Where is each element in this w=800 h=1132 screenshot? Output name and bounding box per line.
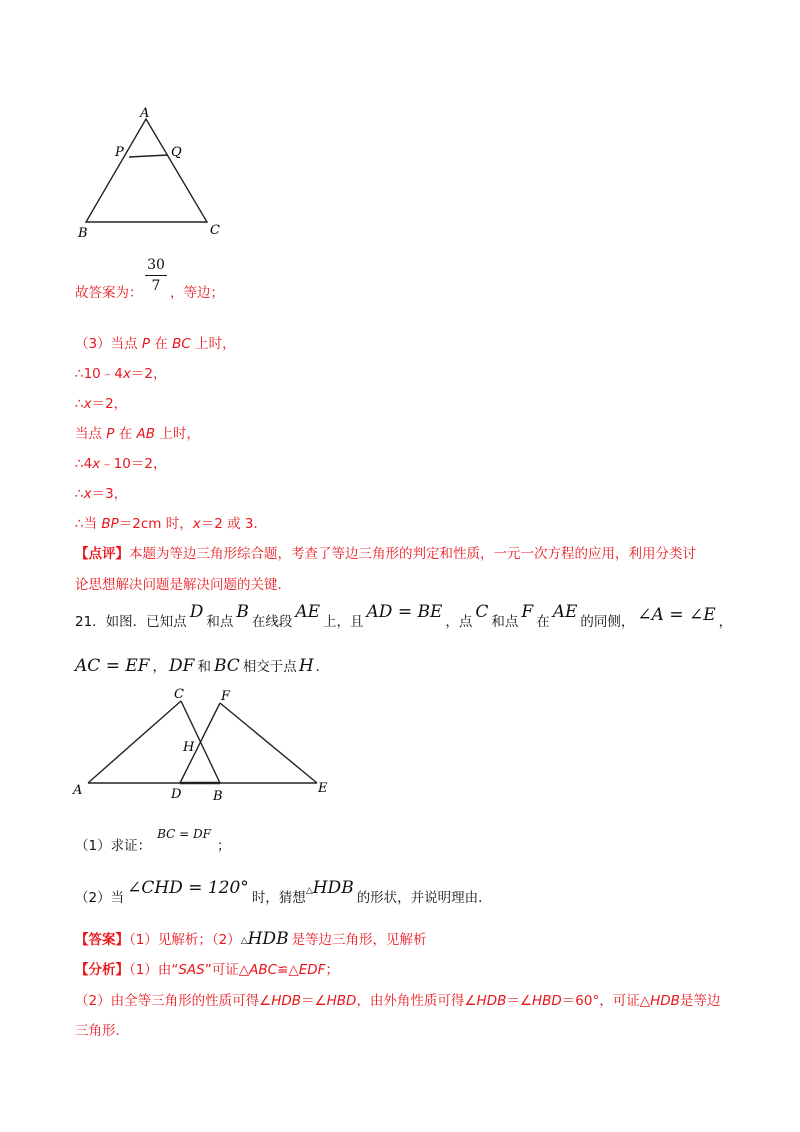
eq-ad-be: AD = BE: [366, 602, 443, 622]
fraction: [145, 256, 167, 295]
answer-line: [75, 281, 143, 301]
fraction-denominator: 7: [151, 278, 161, 294]
comment-tag: 【点评】: [75, 546, 129, 562]
segment-ac: [88, 701, 181, 783]
part3-line4: [75, 422, 200, 442]
text: （1）求证：: [75, 838, 152, 854]
analysis-line1: [75, 958, 339, 978]
var-f: F: [521, 602, 534, 622]
text: 上时，: [190, 336, 236, 352]
text: ．: [315, 659, 330, 675]
analysis-line3: [75, 1019, 129, 1039]
var-c: C: [475, 602, 489, 622]
label-d: D: [171, 787, 182, 801]
label-b: B: [78, 226, 88, 241]
triangle-symbol: △: [240, 936, 248, 946]
var-p: P: [106, 426, 115, 442]
text: ＝2 或 3．: [200, 516, 268, 532]
text: 和点: [206, 614, 234, 630]
text: ﹣10＝2，: [100, 456, 167, 472]
answer-tag: 【答案】: [75, 932, 129, 948]
q21-line2: [75, 655, 329, 676]
text: ，由外角性质可得∠: [356, 993, 477, 1009]
figure-triangle-abc: [70, 105, 240, 245]
text: 在: [536, 614, 550, 630]
text: 三角形．: [75, 1023, 129, 1039]
sub2-line: [75, 878, 492, 907]
var-ab: AB: [136, 426, 156, 442]
comment-line2: [75, 573, 291, 593]
part3-line3: [75, 392, 127, 412]
label-c: C: [174, 687, 184, 702]
var-x: x: [83, 396, 92, 412]
text: 上时，: [155, 426, 200, 442]
comment-line1: [75, 542, 696, 562]
text: 和点: [491, 614, 519, 630]
text: （1）见解析；（2）: [129, 932, 241, 948]
var-abc: ABC: [249, 962, 278, 978]
text: （2）当: [75, 890, 125, 906]
segment-fe: [220, 703, 317, 783]
var-x: x: [192, 516, 201, 532]
eq-bc-df: BC = DF: [157, 827, 211, 841]
text: 21．如图．已知点: [75, 614, 187, 630]
fraction-numerator: 30: [147, 257, 165, 273]
eq-angle-chd: ∠CHD = 120°: [127, 878, 249, 898]
var-ae: AE: [552, 602, 578, 622]
var-hbd: HBD: [531, 993, 562, 1009]
text: ∴当: [75, 516, 102, 532]
label-f: F: [221, 689, 231, 704]
var-p: P: [141, 336, 151, 352]
text: ＝3，: [91, 486, 128, 502]
text: ＝2cm 时，: [118, 516, 193, 532]
comment-text: 论思想解决问题是解决问题的关键．: [75, 577, 291, 593]
segment-pq: [129, 155, 168, 157]
var-bc: BC: [213, 656, 240, 676]
q21-line1: [75, 602, 733, 631]
text: ，点: [445, 614, 473, 630]
var-edf: EDF: [298, 962, 326, 978]
text: 和: [197, 659, 211, 675]
text: ，: [152, 659, 167, 675]
text: 在线段: [251, 614, 293, 630]
var-bc: BC: [172, 336, 191, 352]
triangle-abc-outline: [86, 119, 207, 222]
var-hdb: HDB: [650, 993, 680, 1009]
text: ＝2，: [130, 366, 167, 382]
text: （3）当点: [75, 336, 142, 352]
answer-prefix: 故答案为：: [75, 285, 143, 301]
eq-ac-ef: AC = EF: [75, 656, 150, 676]
var-hdb: HDB: [247, 929, 289, 949]
label-a: A: [140, 106, 150, 121]
text: 时，猜想: [251, 890, 306, 906]
text: ；: [325, 962, 339, 978]
text: 上，且: [323, 614, 364, 630]
fraction-bar: [145, 275, 167, 276]
answer-block: [75, 928, 427, 949]
var-hdb: HDB: [271, 993, 302, 1009]
text: ，: [718, 614, 733, 630]
part3-line2: [75, 362, 166, 382]
var-x: x: [92, 456, 101, 472]
text: 的形状，并说明理由．: [356, 890, 492, 906]
var-bp: BP: [101, 516, 119, 532]
var-sas: SAS: [178, 962, 205, 978]
eq-angle-a-e: ∠A = ∠E: [637, 605, 716, 625]
var-df: DF: [169, 656, 195, 676]
text: ＝60°，可证△: [561, 993, 651, 1009]
text: ∴: [75, 396, 84, 412]
part3-line1: [75, 332, 236, 352]
comment-text: 本题为等边三角形综合题，考查了等边三角形的判定和性质，一元一次方程的应用，利用分类讨: [129, 546, 696, 562]
label-a: A: [73, 783, 83, 798]
text: 相交于点: [242, 659, 297, 675]
triangle-symbol: △: [305, 886, 313, 896]
text: （2）由全等三角形的性质可得∠: [75, 993, 272, 1009]
var-h: H: [298, 656, 314, 676]
text: ∴: [75, 486, 84, 502]
label-q: Q: [171, 145, 182, 160]
text: ；: [216, 838, 231, 854]
text: ≌△: [277, 962, 299, 978]
text: ”可证△: [204, 962, 250, 978]
label-e: E: [318, 781, 328, 796]
figure-two-triangles: [70, 686, 340, 801]
analysis-tag: 【分析】: [75, 962, 129, 978]
part3-line6: [75, 482, 127, 502]
var-x: x: [122, 366, 131, 382]
analysis-line2: [75, 989, 720, 1009]
text: ＝2，: [91, 396, 128, 412]
text: 在: [150, 336, 173, 352]
text: （1）由“: [129, 962, 179, 978]
var-hdb: HDB: [312, 878, 354, 898]
var-hdb: HDB: [476, 993, 507, 1009]
label-p: P: [115, 145, 124, 160]
var-b: B: [236, 602, 249, 622]
text: ∴10﹣4: [75, 366, 123, 382]
text: ＝∠: [506, 993, 532, 1009]
answer-suffix: ，等边；: [170, 285, 224, 301]
var-d: D: [189, 602, 204, 622]
label-c: C: [210, 223, 220, 238]
text: 是等边: [679, 993, 721, 1009]
text: 在: [114, 426, 137, 442]
text: 的同侧，: [580, 614, 635, 630]
text: 是等边三角形，见解析: [291, 932, 427, 948]
text: ＝∠: [301, 993, 327, 1009]
part3-line5: [75, 452, 166, 472]
label-h: H: [183, 740, 195, 755]
var-ae: AE: [295, 602, 321, 622]
var-hbd: HBD: [326, 993, 357, 1009]
part3-line7: [75, 512, 267, 532]
text: 当点: [75, 426, 107, 442]
var-x: x: [83, 486, 92, 502]
text: ∴4: [75, 456, 93, 472]
label-b: B: [213, 789, 223, 801]
sub1-line: [75, 827, 231, 854]
